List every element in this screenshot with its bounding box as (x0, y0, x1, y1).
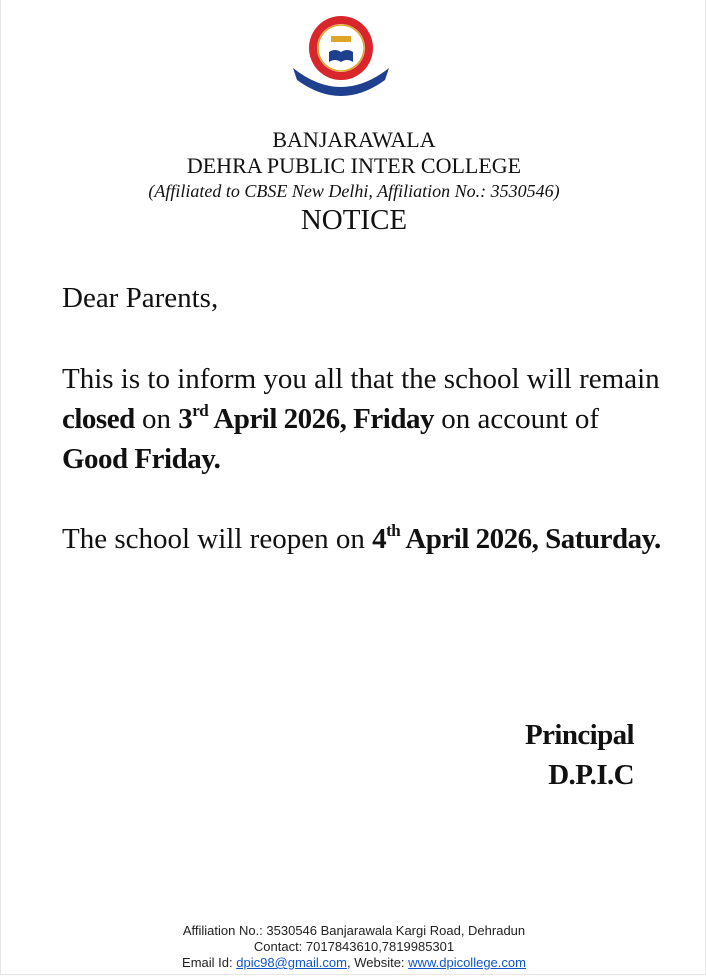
closure-on: on (134, 403, 179, 435)
reopen-paragraph (62, 519, 662, 559)
footer-links (1, 955, 706, 970)
footer-address: Affiliation No.: 3530546 Banjarawala Kargi Road, Dehradun (182, 923, 526, 938)
school-name-line2: DEHRA PUBLIC INTER COLLEGE (186, 153, 522, 178)
reopen-intro: The school will reopen on (62, 523, 373, 555)
reopen-day-suffix: th (386, 521, 401, 540)
website-label: , Website: (346, 955, 409, 970)
salutation: Dear Parents, (62, 282, 219, 314)
website-link[interactable]: www.dpicollege.com (408, 955, 526, 970)
closure-day-suffix: rd (192, 401, 209, 420)
school-logo (289, 14, 393, 98)
notice-heading: NOTICE (300, 204, 408, 236)
closure-day: 3 (178, 403, 193, 435)
footer-contact: Contact: 7017843610,7819985301 (253, 939, 455, 954)
closure-intro: This is to inform you all that the school will remain (62, 363, 660, 395)
signature-title: Principal (525, 719, 634, 751)
closed-word: closed (62, 403, 135, 435)
affiliation-text: (Affiliated to CBSE New Delhi, Affiliation No.: 3530546) (148, 181, 560, 201)
reopen-date: April 2026, Saturday. (400, 523, 661, 555)
closure-date: April 2026, Friday (208, 403, 434, 435)
school-name-line1: BANJARAWALA (272, 127, 436, 152)
reopen-day: 4 (372, 523, 387, 555)
closure-account: on account of (433, 403, 600, 435)
closure-reason: Good Friday. (62, 443, 221, 475)
email-link[interactable]: dpic98@gmail.com (236, 955, 347, 970)
closure-paragraph (62, 359, 662, 479)
signature-org: D.P.I.C (548, 759, 634, 791)
email-label: Email Id: (182, 955, 237, 970)
